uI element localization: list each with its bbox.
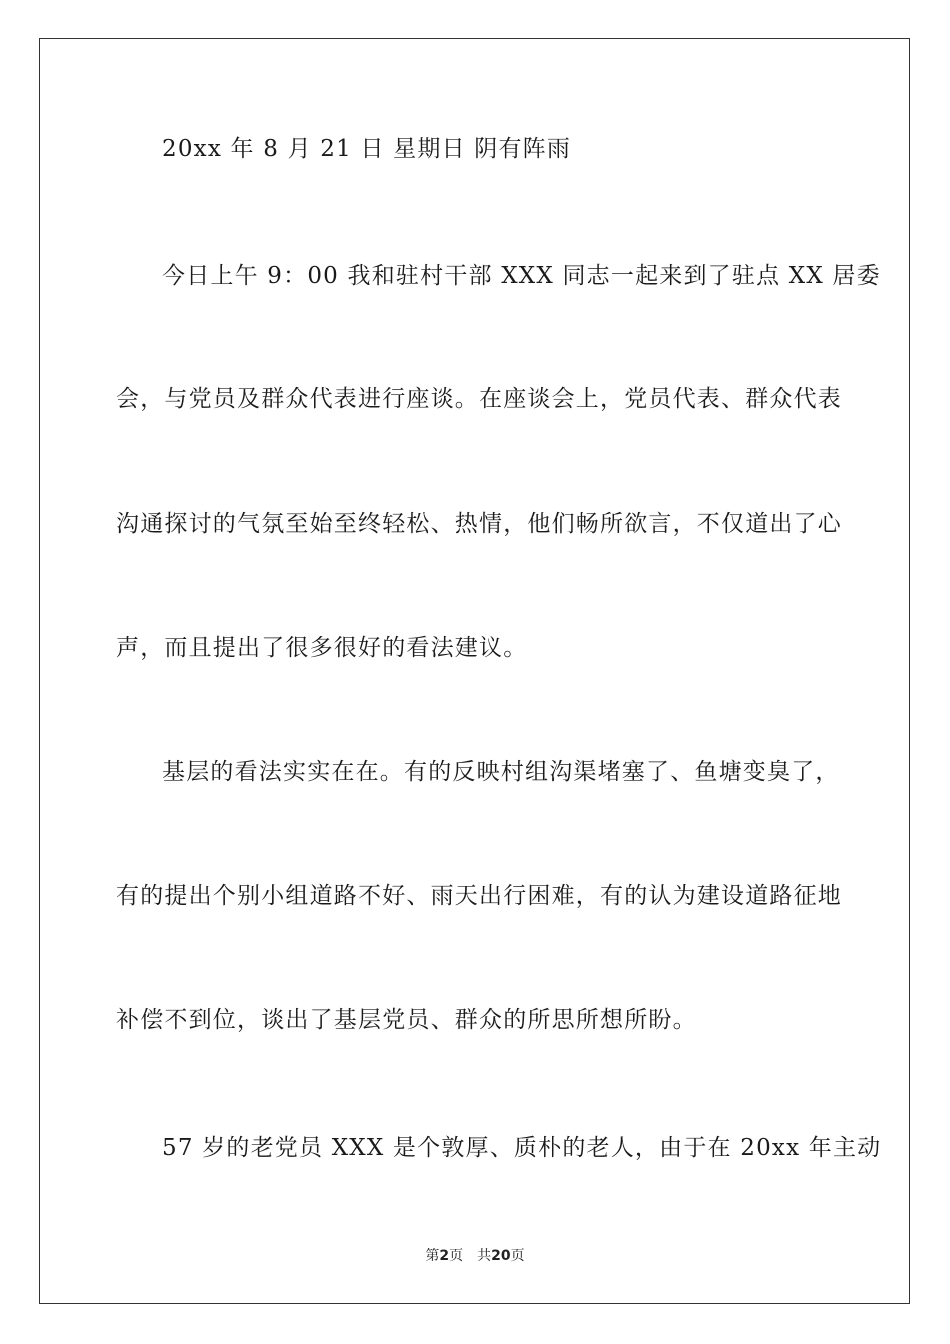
total-prefix: 共: [477, 1248, 492, 1264]
paragraph-2-line-2: 有的提出个别小组道路不好、雨天出行困难，有的认为建设道路征地: [116, 883, 842, 909]
paragraph-1-line-2: 会，与党员及群众代表进行座谈。在座谈会上，党员代表、群众代表: [116, 386, 842, 412]
total-pages: 20: [491, 1248, 511, 1264]
paragraph-1-line-4: 声，而且提出了很多很好的看法建议。: [116, 635, 528, 661]
page-number: 2: [439, 1248, 450, 1264]
paragraph-1-line-3: 沟通探讨的气氛至始至终轻松、热情，他们畅所欲言，不仅道出了心: [116, 511, 842, 537]
paragraph-2-line-1: 基层的看法实实在在。有的反映村组沟渠堵塞了、鱼塘变臭了，: [162, 759, 840, 785]
paragraph-2-line-3: 补偿不到位，谈出了基层党员、群众的所思所想所盼。: [116, 1007, 697, 1033]
paragraph-1-line-1: 今日上午 9：00 我和驻村干部 XXX 同志一起来到了驻点 XX 居委: [162, 263, 881, 289]
page-prefix: 第: [425, 1248, 440, 1264]
diary-date-line: 20xx 年 8 月 21 日 星期日 阴有阵雨: [162, 136, 572, 162]
total-suffix: 页: [510, 1248, 525, 1264]
paragraph-3-line-1: 57 岁的老党员 XXX 是个敦厚、质朴的老人，由于在 20xx 年主动: [162, 1135, 882, 1161]
page-border: [39, 38, 910, 1304]
page-footer: [0, 1245, 950, 1265]
page-suffix: 页: [449, 1248, 464, 1264]
